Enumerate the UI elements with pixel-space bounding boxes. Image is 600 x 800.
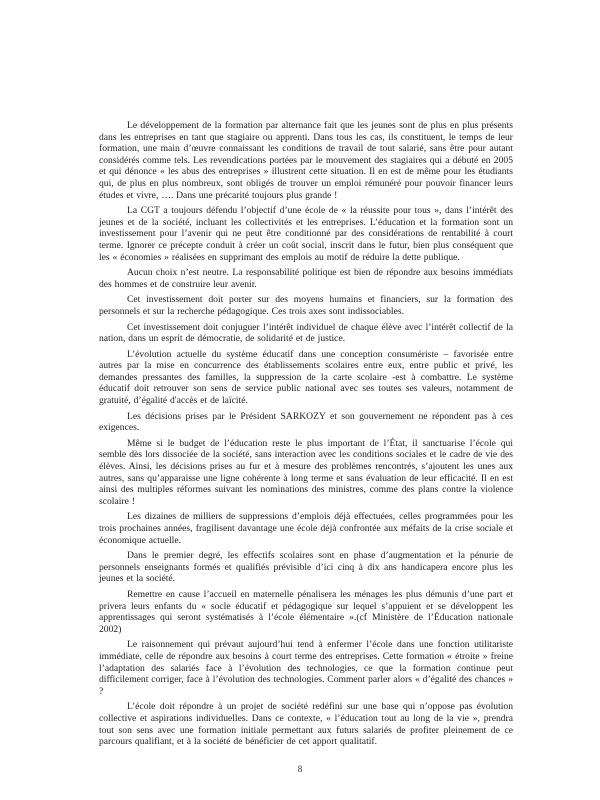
page-number: 8 bbox=[297, 764, 303, 774]
paragraph: Les décisions prises par le Président SARKOZY et son gouvernement ne répondent pas à ces exigences. bbox=[99, 410, 513, 434]
paragraph: Remettre en cause l’accueil en maternelle pénalisera les ménages les plus démunis d’une part et privera leurs enfants du « socle éducatif et pédagogique sur lequel s’appuient et se développent les apprentissages qui seront systématisés à l’école élémentaire ».(cf Ministère de l’Éducation nationale 2002) bbox=[99, 588, 513, 635]
paragraph: Le raisonnement qui prévaut aujourd’hui tend à enfermer l’école dans une fonction utilitariste immédiate, celle de répondre aux besoins à court terme des entreprises. Cette formation « étroite » freine l’adaptation des salariés face à l’évolution des technologies, ce que la formation continue peut difficilement corriger, face à l’évolution des technologies. Comment parler alors « d’égalité des chances » ? bbox=[99, 639, 513, 697]
paragraph: L’évolution actuelle du système éducatif dans une conception consumériste – favorisée entre autres par la mise en concurrence des établissements scolaires entre eux, entre public et privé, les demandes pressantes des familles, la suppression de la carte scolaire -est à combattre. Le système éducatif doit retrouver son sens de service public national avec ses toutes ses valeurs, notamment de gratuité, d’égalité d'accès et de laïcité. bbox=[99, 348, 513, 407]
paragraph: Même si le budget de l’éducation reste le plus important de l’État, il sanctuarise l’école qui semble dès lors dissociée de la société, sans interaction avec les conditions sociales et le cadre de vie des élèves. Ainsi, les décisions prises au fur et à mesure des problèmes rencontrés, s’ajoutent les unes aux autres, sans qu’apparaisse une ligne cohérente à long terme et sans évaluation de leur efficacité. Il en est ainsi des multiples réformes suivant les nominations des ministres, comme des plans contre la violence scolaire ! bbox=[99, 437, 513, 507]
paragraph: Les dizaines de milliers de suppressions d’emplois déjà effectuées, celles programmées pour les trois prochaines années, fragilisent davantage une école déjà confrontée aux méfaits de la crise sociale et économique actuelle. bbox=[99, 511, 513, 546]
paragraph: Aucun choix n’est neutre. La responsabilité politique est bien de répondre aux besoins immédiats des hommes et de construire leur avenir. bbox=[99, 267, 513, 290]
paragraph: Dans le premier degré, les effectifs scolaires sont en phase d’augmentation et la pénurie de personnels enseignants formés et qualifiés prévisible d’ici cinq à dix ans handicapera encore plus les jeunes et la société. bbox=[99, 550, 513, 585]
paragraph: L’école doit répondre à un projet de société redéfini sur une base qui n’oppose pas évolution collective et aspirations individuelles. Dans ce contexte, « l’éducation tout au long de la vie », prendra tout son sens avec une formation initiale permettant aux futurs salariés de profiter pleinement de ce parcours qualifiant, et à la société de bénéficier de cet apport qualitatif. bbox=[99, 701, 513, 748]
document-text-block bbox=[99, 120, 513, 752]
paragraph: Cet investissement doit conjuguer l’intérêt individuel de chaque élève avec l’intérêt collectif de la nation, dans un esprit de démocratie, de solidarité et de justice. bbox=[99, 321, 513, 345]
paragraph: Cet investissement doit porter sur des moyens humains et financiers, sur la formation des personnels et sur la recherche pédagogique. Ces trois axes sont indissociables. bbox=[99, 294, 513, 317]
paragraph: Le développement de la formation par alternance fait que les jeunes sont de plus en plus présents dans les entreprises en tant que stagiaire ou apprenti. Dans tous les cas, ils constituent, le temps de leur formation, une main d’œuvre connaissant les conditions de travail de tout salarié, sans être pour autant considérés comme tels. Les revendications portées par le mouvement des stagiaires qui a débuté en 2005 et qui dénonce « les abus des entreprises » illustrent cette situation. Il en est de même pour les étudiants qui, de plus en plus nombreux, sont obligés de trouver un emploi rémunéré pour pouvoir financer leurs études et vivre, …. Dans une précarité toujours plus grande ! bbox=[99, 120, 513, 201]
paragraph: La CGT a toujours défendu l’objectif d’une école de « la réussite pour tous », dans l’intérêt des jeunes et de la société, incluant les collectivités et les entreprises. L’éducation et la formation sont un investissement pour l’avenir qui ne peut être conditionné par des considérations de rentabilité à court terme. Ignorer ce précepte conduit à créer un coût social, inscrit dans le futur, bien plus conséquent que les « économies » réalisées en supprimant des emplois au motif de réduire la dette publique. bbox=[99, 205, 513, 263]
